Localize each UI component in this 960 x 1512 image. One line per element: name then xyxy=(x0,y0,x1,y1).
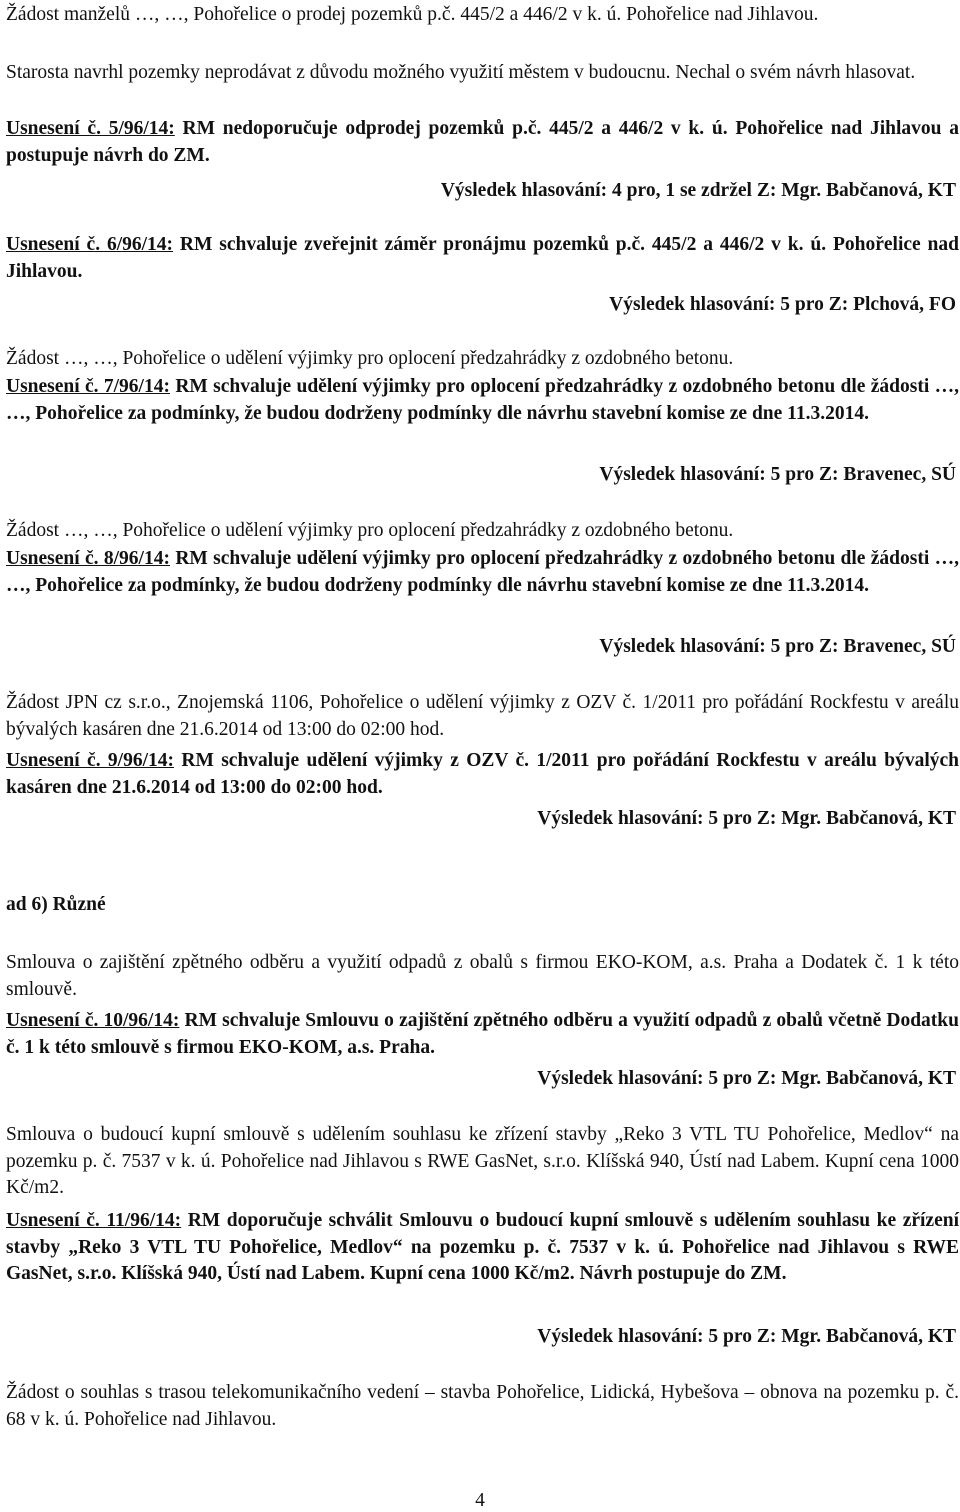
page-number: 4 xyxy=(475,1490,485,1511)
resolution-paragraph xyxy=(6,748,959,801)
resolution-label: Usnesení č. 5/96/14: xyxy=(6,118,175,139)
vote-result: Výsledek hlasování: 5 pro Z: Bravenec, SÚ xyxy=(599,464,956,485)
resolution-text: RM schvaluje udělení výjimky pro oplocení předzahrádky z ozdobného betonu dle žádosti …, …, Pohořelice za podmínky, že budou dodrženy podmínky dle návrhu stavební komise ze dne 11.3.2014. xyxy=(6,376,959,424)
resolution-text: RM nedoporučuje odprodej pozemků p.č. 445/2 a 446/2 v k. ú. Pohořelice nad Jihlavou a postupuje návrh do ZM. xyxy=(6,118,959,166)
vote-result: Výsledek hlasování: 4 pro, 1 se zdržel Z: Mgr. Babčanová, KT xyxy=(440,180,956,201)
resolution-label: Usnesení č. 10/96/14: xyxy=(6,1010,180,1031)
vote-result: Výsledek hlasování: 5 pro Z: Plchová, FO xyxy=(609,294,956,315)
resolution-label: Usnesení č. 9/96/14: xyxy=(6,750,174,771)
request-paragraph: Žádost o souhlas s trasou telekomunikačního vedení – stavba Pohořelice, Lidická, Hybešova – obnova na pozemku p. č. 68 v k. ú. Pohořelice nad Jihlavou. xyxy=(6,1382,959,1430)
resolution-text: RM doporučuje schválit Smlouvu o budoucí kupní smlouvě s udělením souhlasu ke zřízení stavby „Reko 3 VTL TU Pohořelice, Medlov“ na pozemku p. č. 7537 v k. ú. Pohořelice nad Jihlavou s RWE GasNet, s.r.o. Klíšská 940, Ústí nad Labem. Kupní cena 1000 Kč/m2. Návrh postupuje do ZM. xyxy=(6,1210,959,1284)
vote-result: Výsledek hlasování: 5 pro Z: Mgr. Babčanová, KT xyxy=(537,1326,956,1347)
resolution-paragraph xyxy=(6,1208,959,1288)
request-paragraph: Smlouva o budoucí kupní smlouvě s udělením souhlasu ke zřízení stavby „Reko 3 VTL TU Pohořelice, Medlov“ na pozemku p. č. 7537 v k. ú. Pohořelice nad Jihlavou s RWE GasNet, s.r.o. Klíšská 940, Ústí nad Labem. Kupní cena 1000 Kč/m2. xyxy=(6,1124,959,1198)
resolution-text: RM schvaluje udělení výjimky pro oplocení předzahrádky z ozdobného betonu dle žádosti …, …, Pohořelice za podmínky, že budou dodrženy podmínky dle návrhu stavební komise ze dne 11.3.2014. xyxy=(6,548,959,596)
request-paragraph: Smlouva o zajištění zpětného odběru a využití odpadů z obalů s firmou EKO-KOM, a.s. Praha a Dodatek č. 1 k této smlouvě. xyxy=(6,952,959,1000)
request-paragraph: Žádost JPN cz s.r.o., Znojemská 1106, Pohořelice o udělení výjimky z OZV č. 1/2011 pro pořádání Rockfestu v areálu bývalých kasáren dne 21.6.2014 od 13:00 do 02:00 hod. xyxy=(6,692,959,740)
resolution-label: Usnesení č. 7/96/14: xyxy=(6,376,170,397)
vote-result: Výsledek hlasování: 5 pro Z: Mgr. Babčanová, KT xyxy=(537,808,956,829)
note-paragraph: Starosta navrhl pozemky neprodávat z důvodu možného využití městem v budoucnu. Nechal o svém návrh hlasovat. xyxy=(6,62,916,83)
resolution-text: RM schvaluje zveřejnit záměr pronájmu pozemků p.č. 445/2 a 446/2 v k. ú. Pohořelice nad Jihlavou. xyxy=(6,234,959,282)
section-heading: ad 6) Různé xyxy=(6,894,106,915)
resolution-paragraph xyxy=(6,1008,959,1061)
request-paragraph: Žádost …, …, Pohořelice o udělení výjimky pro oplocení předzahrádky z ozdobného betonu. xyxy=(6,348,734,369)
resolution-text: RM schvaluje udělení výjimky z OZV č. 1/2011 pro pořádání Rockfestu v areálu bývalých kasáren dne 21.6.2014 od 13:00 do 02:00 hod. xyxy=(6,750,959,798)
vote-result: Výsledek hlasování: 5 pro Z: Bravenec, SÚ xyxy=(599,636,956,657)
request-paragraph: Žádost …, …, Pohořelice o udělení výjimky pro oplocení předzahrádky z ozdobného betonu. xyxy=(6,520,734,541)
resolution-paragraph xyxy=(6,116,959,169)
request-paragraph: Žádost manželů …, …, Pohořelice o prodej pozemků p.č. 445/2 a 446/2 v k. ú. Pohořelice nad Jihlavou. xyxy=(6,4,819,25)
resolution-label: Usnesení č. 8/96/14: xyxy=(6,548,170,569)
resolution-label: Usnesení č. 6/96/14: xyxy=(6,234,174,255)
resolution-label: Usnesení č. 11/96/14: xyxy=(6,1210,182,1231)
resolution-text: RM schvaluje Smlouvu o zajištění zpětného odběru a využití odpadů z obalů včetně Dodatku č. 1 k této smlouvě s firmou EKO-KOM, a.s. Praha. xyxy=(6,1010,959,1058)
resolution-paragraph xyxy=(6,232,959,285)
resolution-paragraph xyxy=(6,374,959,427)
resolution-paragraph xyxy=(6,546,959,599)
vote-result: Výsledek hlasování: 5 pro Z: Mgr. Babčanová, KT xyxy=(537,1068,956,1089)
